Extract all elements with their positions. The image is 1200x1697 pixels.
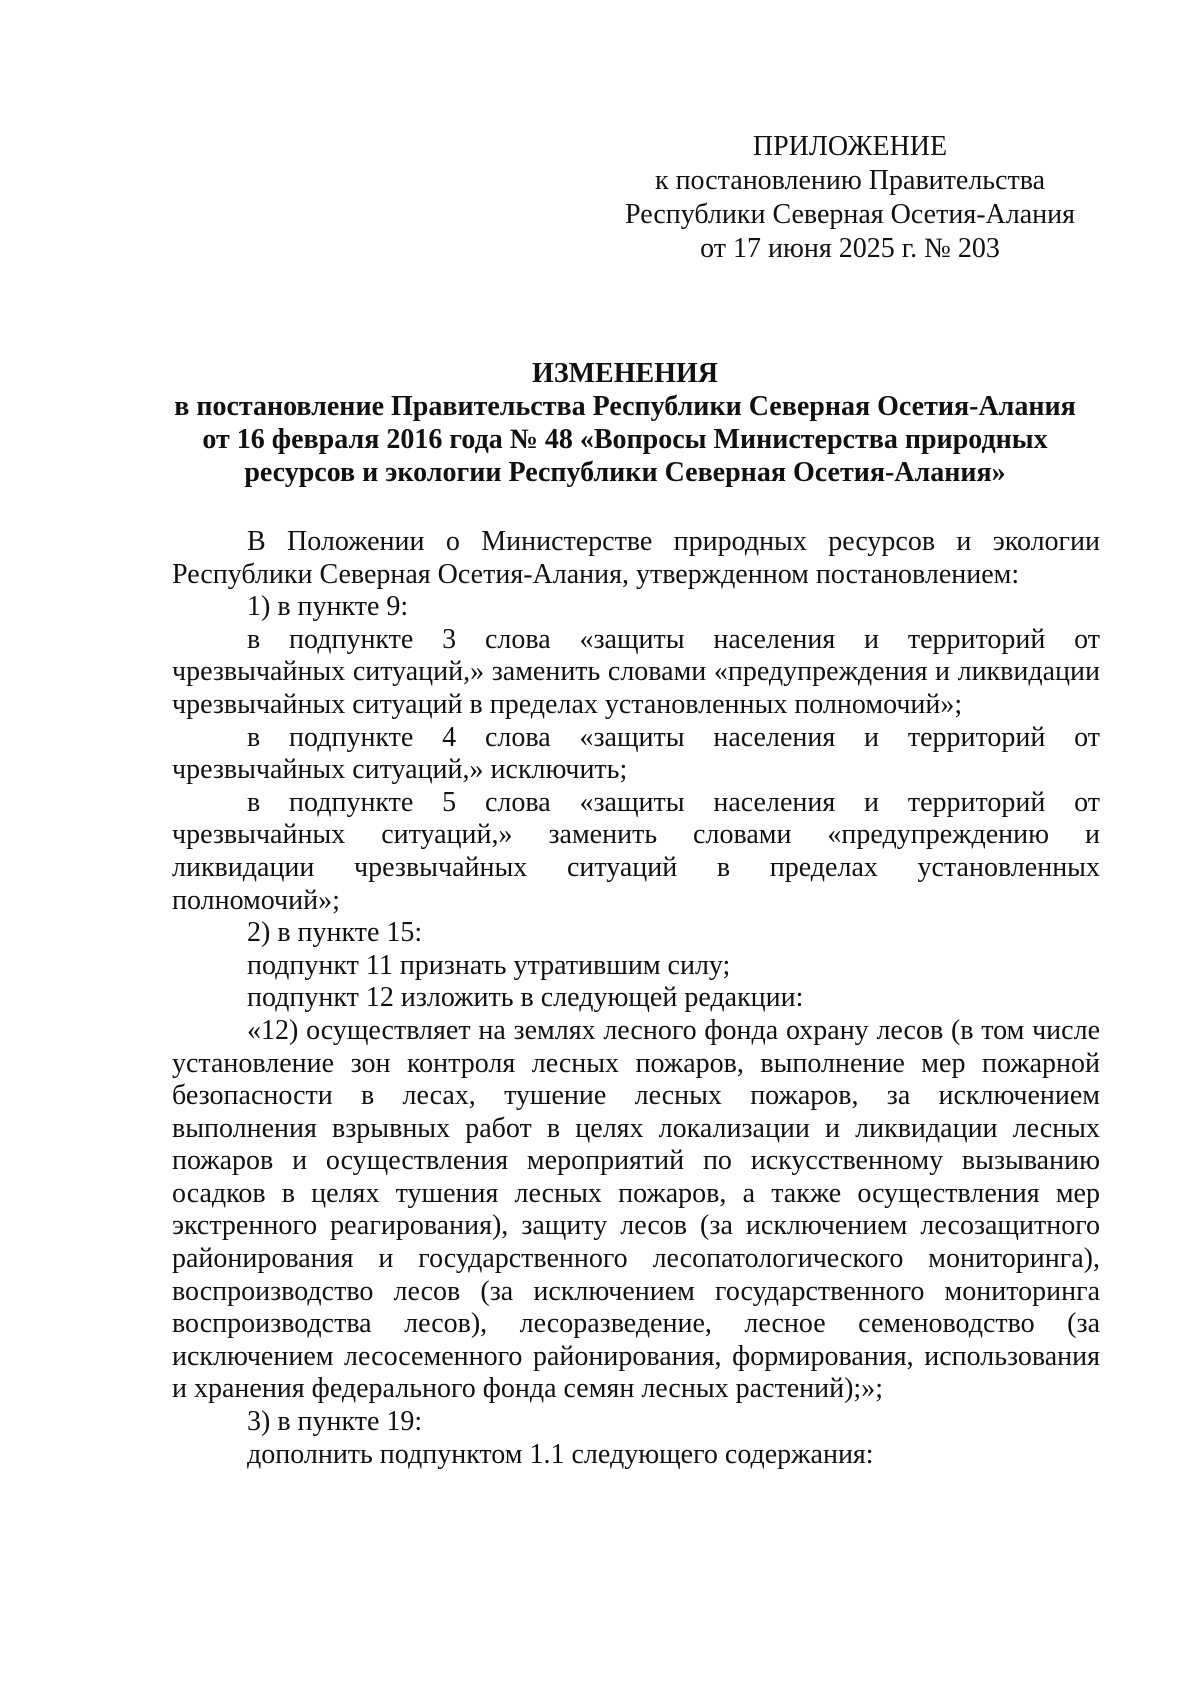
body-paragraph: 1) в пункте 9: xyxy=(247,591,409,623)
appendix-label: ПРИЛОЖЕНИЕ xyxy=(752,131,948,162)
body-paragraph: подпункт 11 признать утратившим силу; xyxy=(247,949,731,981)
body-paragraph: «12) осуществляет на землях лесного фонда охрану лесов (в том числе установление зон контроля лесных пожаров, выполнение мер пожарной безопасности в лесах, тушение лесных пожаров, за исключением выполнения взрывных работ в целях локализации и ликвидации лесных пожаров и осуществления мероприятий по искусственному вызыванию осадков в целях тушения лесных пожаров, а также осуществления мер экстренного реагирования), защиту лесов (за исключением лесозащитного районирования и государственного лесопатологического мониторинга), воспроизводство лесов (за исключением государственного мониторинга воспроизводства лесов), лесоразведение, лесное семеноводство (за исключением лесосеменного районирования, формирования, использования и хранения федерального фонда семян лесных растений);»; xyxy=(172,1014,1100,1405)
appendix-authority: Республики Северная Осетия-Алания xyxy=(625,199,1075,230)
appendix-reference: к постановлению Правительства xyxy=(654,165,1046,196)
title-line: в постановление Правительства Республики Северная Осетия-Алания xyxy=(174,391,1076,422)
body-paragraph: 2) в пункте 15: xyxy=(247,917,423,949)
title-line: ресурсов и экологии Республики Северная Осетия-Алания» xyxy=(244,457,1006,488)
appendix-date-number: от 17 июня 2025 г. № 203 xyxy=(700,233,1000,264)
body-paragraph: подпункт 12 изложить в следующей редакции: xyxy=(247,982,804,1014)
title-heading: ИЗМЕНЕНИЯ xyxy=(532,358,718,389)
body-paragraph: в подпункте 4 слова «защиты населения и территорий от чрезвычайных ситуаций,» исключить; xyxy=(172,721,1100,786)
body-paragraph: дополнить подпунктом 1.1 следующего содержания: xyxy=(247,1438,874,1470)
body-paragraph: в подпункте 5 слова «защиты населения и территорий от чрезвычайных ситуаций,» заменить словами «предупреждению и ликвидации чрезвычайных ситуаций в пределах установленных полномочий»; xyxy=(172,786,1100,916)
document-body xyxy=(172,526,1100,1471)
appendix-block xyxy=(600,130,1100,266)
body-paragraph: В Положении о Министерстве природных ресурсов и экологии Республики Северная Осетия-Алания, утвержденном постановлением: xyxy=(172,526,1100,590)
body-paragraph: 3) в пункте 19: xyxy=(247,1406,423,1438)
document-title xyxy=(150,357,1100,489)
body-paragraph: в подпункте 3 слова «защиты населения и территорий от чрезвычайных ситуаций,» заменить словами «предупреждения и ликвидации чрезвычайных ситуаций в пределах установленных полномочий»; xyxy=(172,623,1100,720)
title-line: от 16 февраля 2016 года № 48 «Вопросы Министерства природных xyxy=(202,424,1048,455)
